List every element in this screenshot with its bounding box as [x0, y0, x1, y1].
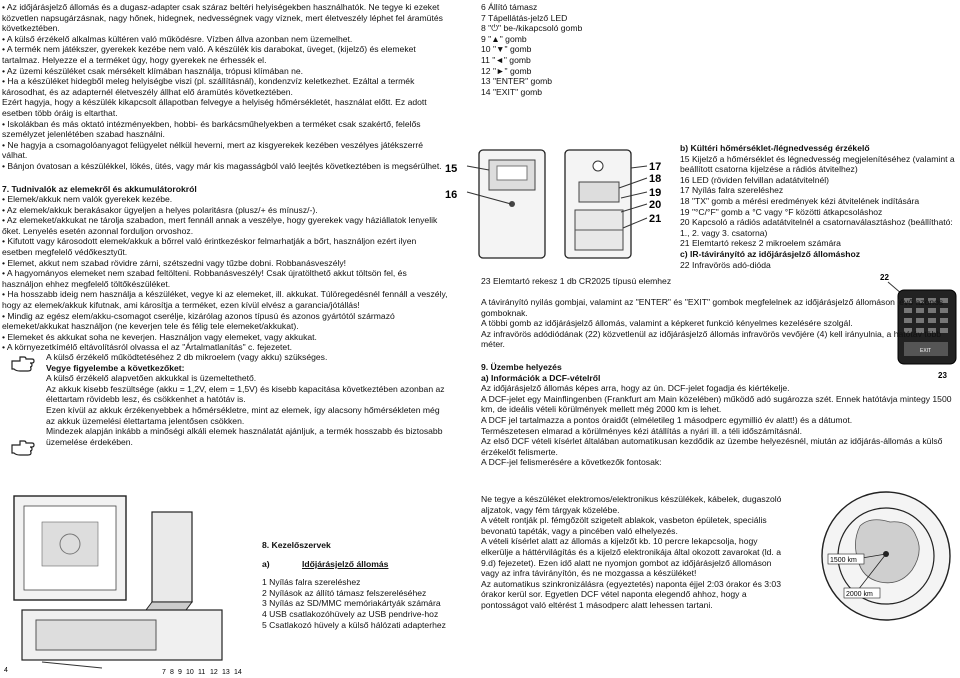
paragraph: A külső érzékelő alapvetően akkukkal is üzemeltethető. — [46, 373, 257, 384]
paragraph: • Kifutott vagy károsodott elemek/akkuk a bőrrel való érintkezéskor felmarhatják a bőrt, használjon ezért ilyen esetben megfelelő védőkesztyűt. — [2, 236, 417, 258]
svg-text:7: 7 — [162, 669, 166, 676]
battery-heading: 7. Tudnivalók az elemekről és akkumulátorokról — [2, 183, 197, 194]
paragraph: • Ha hosszabb ideig nem használja a készüléket, vegye ki az elemeket, ill. akkukat. Túlöregedésnél fennáll a veszély, hogy az elemek/akkuk kifutnak, ami károsítja a terméket, ezen kívül elvész a garancia/jótállás! — [2, 289, 448, 311]
svg-text:8: 8 — [170, 669, 174, 676]
list-item: 8 "⏻" be-/kikapcsoló gomb — [481, 23, 583, 34]
list-item: 2 Nyílások az állító támasz felszereléséhez — [262, 587, 427, 598]
note-bold-heading: Vegye figyelembe a következőket: — [46, 362, 185, 373]
svg-text:13: 13 — [222, 669, 230, 676]
list-item: 11 "◄" gomb — [481, 54, 531, 65]
map-label-2000: 2000 km — [846, 591, 873, 598]
paragraph: • Iskolákban és más oktató intézményekben, hobbi- és barkácsműhelyekben a terméket csak szakértő, felelős személyzet jelenlétében szabad használni. — [2, 118, 421, 140]
controls-section — [262, 540, 462, 630]
paragraph: Ezért hagyja, hogy a készülék kikapcsolt állapotban felvegye a helyiség hőmérsékletét, használat előtt. Ez adott esetben több óráig is eltarthat. — [2, 97, 427, 118]
list-item: 14 "EXIT" gomb — [481, 86, 543, 97]
svg-text:10: 10 — [186, 669, 194, 676]
list-item: 17 Nyílás falra szereléshez — [680, 185, 784, 196]
sensor-section — [680, 143, 958, 270]
sensor-caption: 23 Elemtartó rekesz 1 db CR2025 típusú elemhez — [481, 276, 672, 286]
list-item: 15 Kijelző a hőmérséklet és légnedvesség megjelenítéséhez (valamint a beállított csatorna kijelzése a rádiós átvitelhez) — [680, 153, 955, 175]
remote-list — [680, 260, 958, 271]
sensor-label-21: 21 — [649, 213, 662, 225]
list-item: 18 "TX" gomb a mérési eredmények kézi átvitelének indítására — [680, 195, 920, 206]
svg-text:11: 11 — [198, 669, 206, 676]
paragraph: Az infravörös adódiódának (22) közvetlenül az időjárásjelző állomás infravörös vevőjére (4) kell irányulnia, a hatótáv több méter. — [481, 328, 942, 350]
remote-description — [481, 297, 956, 350]
note-block — [46, 352, 446, 447]
paragraph: • Ne hagyja a csomagolóanyagot felügyelet nélkül heverni, mert az kisgyerekek kezében veszélyes játékszerré válhat. — [2, 139, 423, 161]
hand-icon-2 — [10, 436, 36, 458]
controls-sub-letter: a) — [262, 558, 270, 569]
list-item: 19 "°C/°F" gomb a °C vagy °F közötti átkapcsoláshoz — [680, 206, 883, 217]
left-column — [2, 2, 448, 353]
paragraph: • Az időjárásjelző állomás és a dugasz-adapter csak száraz beltéri helyiségekben használhatók. Ne tegye ki ezeket közvetlen napsugárzásnak, nagy hőnek, hidegnek, nedvességnek vagy víznek, mert életveszély léphet fel áramütés következtében. — [2, 2, 443, 34]
list-item: 4 USB csatlakozóhüvely az USB pendrive-hoz — [262, 608, 439, 619]
remote-exit-label: EXIT — [920, 348, 932, 354]
list-item: 9 "▲" gomb — [481, 33, 527, 44]
paragraph: • A környezetkímélő eltávolításról olvassa el az "Ártalmatlanítás" c. fejezetet. — [2, 342, 292, 353]
list-item: 22 Infravörös adó-dióda — [680, 259, 771, 270]
station-front-figure — [160, 594, 260, 678]
paragraph: • A külső érzékelő alkalmas kültéren való működésre. Vízben állva azonban nem üzemelhet. — [2, 33, 353, 44]
svg-text:12: 12 — [210, 669, 218, 676]
paragraph: A külső érzékelő működtetéséhez 2 db mikroelem (vagy akku) szükséges. — [46, 352, 328, 362]
fig-label-4: 4 — [4, 667, 8, 674]
battery-notes — [2, 194, 448, 353]
paragraph: A DCF-jel felismerésére a következők fontosak: — [481, 457, 662, 468]
paragraph: • Az üzemi készüléket csak mérsékelt klímában használja, trópusi klímában ne. — [2, 65, 304, 76]
sensor-label-16: 16 — [445, 189, 458, 201]
paragraph: Az időjárásjelző állomás képes arra, hogy az ún. DCF-jelet fogadja és kiértékelje. — [481, 383, 790, 394]
paragraph: • Bánjon óvatosan a készülékkel, lökés, ütés, vagy már kis magasságból való leejtés következtében is megsérülhet. — [2, 160, 442, 171]
list-item: 1 Nyílás falra szereléshez — [262, 577, 361, 588]
paragraph: A DCF jel tartalmazza a pontos óraidőt (elméletileg 1 másodperc egymillió év alatt!) és a dátumot. — [481, 414, 853, 425]
controls-sub-title: Időjárásjelző állomás — [302, 558, 389, 569]
paragraph: • Az elemeket/akkukat ne tárolja szabadon, mert fennáll annak a veszélye, hogy gyerekek vagy háziállatok lenyelik őket. Lenyelés esetén azonnal forduljon orvoshoz. — [2, 215, 438, 236]
list-item: 10 "▼" gomb — [481, 44, 532, 55]
dcf-range-map — [800, 486, 958, 626]
sensor-figure — [445, 148, 675, 288]
map-label-1500: 1500 km — [830, 557, 857, 564]
paragraph: A távirányító nyilás gombjai, valamint az "ENTER" és "EXIT" gombok megfelelnek az időjárásjelző állomáson lévő azonos gomboknak. — [481, 297, 944, 318]
sensor-label-19: 19 — [649, 187, 662, 199]
paragraph: Ne tegye a készüléket elektromos/elektronikus készülékek, kábelek, dugaszoló aljzatok, vagy fém tárgyak közelébe. — [481, 494, 782, 515]
remote-label-22: 22 — [880, 273, 889, 282]
paragraph: A DCF-jelet egy Mainflingenben (Frankfurt am Main közelében) működő adó sugározza szét. Ennek hatótávja mintegy 1500 km, de ideális vételi körülmények mellett még 2000 km is lehet. — [481, 393, 952, 415]
paragraph: Természetesen elmarad a körülményes kézi átállítás a nyári ill. a téli időszámításnál. — [481, 425, 802, 436]
paragraph: A vételi kísérlet alatt az állomás a kijelzőt kb. 10 percre lekapcsolja, hogy elkerülje a háttérvilágítás és a kijelző elektronikája által okozott zavarokat (ld. a 9.d) fejezetet). Ezen idő alatt ne nyomjon gombot az időjárásjelző állomáson vagy az infra távirányítón, és ne mozgassa a készüléket! — [481, 536, 781, 579]
paragraph: • Ha a készüléket hidegből meleg helyiségbe viszi (pl. szállításnál), kondenzvíz keletkezhet. Ezáltal a termék károsodhat, és az adapternél életveszély állhat elő áramütés következtében. — [2, 76, 415, 97]
svg-text:14: 14 — [234, 669, 242, 676]
paragraph: • Elemek/akkuk nem valók gyerekek kezébe. — [2, 194, 173, 205]
remote-heading: c) IR-távirányító az időjárásjelző állomáshoz — [680, 248, 861, 259]
list-item: 16 LED (röviden felvillan adatátvitelnél) — [680, 174, 830, 185]
right-lower-column — [481, 297, 956, 468]
list-item: 12 "►" gomb — [481, 65, 532, 76]
list-item: 5 Csatlakozó hüvely a külső hálózati adapterhez — [262, 619, 446, 630]
list-item: 7 Tápellátás-jelző LED — [481, 12, 568, 23]
setup-subheading: a) Információk a DCF-vételről — [481, 372, 601, 383]
paragraph: Ezen kívül az akkuk érzékenyebbek a hőmérsékletre, mint az elemek, így alacsony hőmérsékleten még az akkuk üzemelési élettartama jelentősen csökken. — [46, 404, 440, 426]
list-item: 13 "ENTER" gomb — [481, 76, 553, 87]
hand-icon — [10, 352, 36, 374]
list-item: 21 Elemtartó rekesz 2 mikroelem számára — [680, 238, 841, 249]
paragraph: A többi gomb az időjárásjelző állomás, valamint a képkeret funkció kényelmes kezelésére szolgál. — [481, 318, 853, 329]
sensor-label-15: 15 — [445, 163, 458, 175]
sensor-label-20: 20 — [649, 199, 662, 211]
list-item: 20 Kapcsoló a rádiós adatátvitelnél a csatornaválasztáshoz (beállítható: 1., 2. vagy 3. csatorna) — [680, 217, 953, 238]
sensor-label-17: 17 — [649, 161, 662, 173]
controls-list — [262, 577, 462, 630]
list-item: 6 Állító támasz — [481, 2, 538, 12]
note-details — [46, 373, 446, 447]
note-intro — [46, 352, 446, 363]
paragraph: • Az elemek/akkuk berakásakor ügyeljen a helyes polaritásra (plusz/+ és mínusz/-). — [2, 204, 318, 215]
sensor-label-18: 18 — [649, 173, 662, 185]
controls-heading: 8. Kezelőszervek — [262, 540, 331, 550]
setup-conditions — [481, 494, 791, 611]
setup-description — [481, 383, 956, 468]
paragraph: Az akkuk kisebb feszültsége (akku = 1,2V, elem = 1,5V) és kisebb kapacitása következtében azonban az élettartam rövidebb lesz, és csökkenhet a hatótáv is. — [46, 383, 445, 405]
setup-heading: 9. Üzembe helyezés — [481, 361, 562, 372]
remote-label-23: 23 — [938, 371, 947, 380]
sensor-list — [680, 154, 958, 249]
paragraph: A vételt rontják pl. fémgőzölt szigetelt ablakok, vasbeton épületek, speciális bevonatú tapéták, vagy a pincében való elhelyezés. — [481, 515, 767, 536]
paragraph: • A termék nem játékszer, gyerekek kezébe nem való. A készülék kis darabokat, üveget, (kijelző) és elemeket tartalmaz. Helyezze el a terméket úgy, hogy gyerekek ne érhessék el. — [2, 44, 416, 65]
paragraph: Az automatikus szinkronizálásra (egyeztetés) naponta éjjel 2:03 órakor és 3:03 órakor kerül sor. Egyetlen DCF vétel naponta elegendő ahhoz, hogy a pontosságot való eltérést 1 másodperc alatt lehessen tartani. — [481, 578, 781, 610]
paragraph: • A hagyományos elemeket nem szabad feltölteni. Robbanásveszély! Csak újratölthető akkut töltsön fel, és használjon ehhez megfelelő töltőkészüléket. — [2, 268, 407, 289]
safety-notes — [2, 2, 448, 172]
paragraph: • Elemet, akkut nem szabad rövidre zárni, szétszedni vagy tűzbe dobni. Robbanásveszély! — [2, 257, 347, 268]
right-top-list — [481, 2, 681, 97]
paragraph: Az első DCF vételi kísérlet általában automatikusan kezdődik az üzembe helyezésnél, miután az időjárás-állomás a külső érzékelőt felismerte. — [481, 436, 943, 457]
svg-text:9: 9 — [178, 669, 182, 676]
sensor-heading: b) Kültéri hőmérséklet-/légnedvesség érzékelő — [680, 143, 870, 153]
paragraph: • Elemeket és akkukat soha ne keverjen. Használjon vagy elemeket, vagy akkukat. — [2, 331, 317, 342]
paragraph: Mindezek alapján inkább a minőségi alkáli elemek használatát ajánljuk, a termék hosszabb és biztosabb üzemelése érdekében. — [46, 426, 443, 447]
paragraph: • Mindig az egész elem/akku-csomagot cserélje, kizárólag azonos típusú és azonos gyártótól származó elemeket/akkukat használjon (ne keverjen tele és félig tele elemeket/akkukat). — [2, 310, 395, 332]
list-item: 3 Nyílás az SD/MMC memóriakártyák számára — [262, 598, 441, 609]
